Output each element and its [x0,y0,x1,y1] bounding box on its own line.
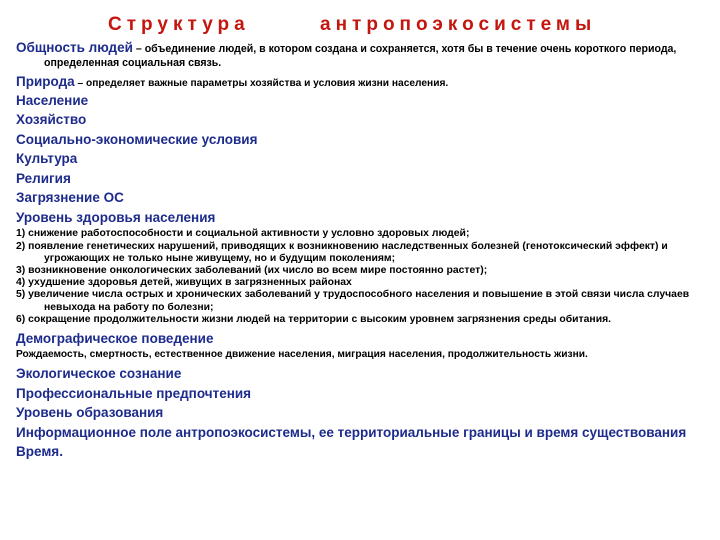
component-pollution: Загрязнение ОС [16,190,124,206]
component-ecological-awareness: Экологическое сознание [16,366,182,382]
component-culture: Культура [16,151,78,167]
component-religion: Религия [16,170,71,186]
nature-definition [16,73,706,91]
component-professional-preferences: Профессиональные предпочтения [16,385,252,401]
component-education-level: Уровень образования [16,405,164,421]
title-part-anthropoecosystem: антропоэкосистемы [320,14,597,35]
community-definition [16,41,706,70]
nature-term: Природа [16,73,75,89]
component-economy: Хозяйство [16,112,87,128]
health-effect-item: 1) снижение работоспособности и социальной активности у условно здоровых людей; [16,228,470,240]
health-effect-item: 6) сокращение продолжительности жизни людей на территории с высоким уровнем загрязнения среды обитания. [16,313,612,325]
health-effects-list [16,228,706,326]
component-health-level: Уровень здоровья населения [16,209,216,225]
community-description: – объединение людей, в котором создана и сохраняется, хотя бы в течение очень короткого периода, определенная социальная связь. [44,43,677,70]
demography-description: Рождаемость, смертность, естественное движение населения, миграция населения, продолжительность жизни. [16,349,588,361]
health-effect-item: 5) увеличение числа острых и хронических заболеваний у трудоспособного населения и повышение в этой связи числа случаев невыхода на работу по болезни; [16,289,690,313]
demography-heading: Демографическое поведение [16,330,214,346]
community-term: Общность людей [16,40,133,55]
health-effect-item: 2) появление генетических нарушений, приводящих к возникновению наследственных болезней (генотоксический эффект) и угрожающих не только ныне живущему, но и будущим поколениям; [16,240,668,264]
slide-content [16,40,706,462]
component-population: Население [16,92,89,108]
health-effect-item: 4) ухудшение здоровья детей, живущих в загрязненных районах [16,277,352,289]
health-effect-item: 3) возникновение онкологических заболеваний (их число во всем мире постоянно растет); [16,264,488,276]
component-socioeconomic: Социально-экономические условия [16,131,258,147]
component-information-field: Информационное поле антропоэкосистемы, ее территориальные границы и время существования [16,424,687,440]
nature-description: – определяет важные параметры хозяйства и условия жизни населения. [74,77,449,89]
title-part-structure: Структура [108,14,250,35]
component-time: Время. [16,444,63,460]
